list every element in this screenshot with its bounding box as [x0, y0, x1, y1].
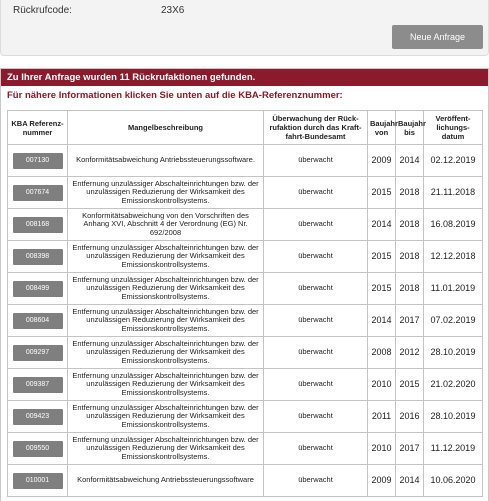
publication-date-cell: 28.10.2019: [424, 401, 483, 433]
year-to-cell: 2017: [396, 305, 424, 337]
year-from-cell: 2008: [368, 337, 396, 369]
description-cell: Entfernung unzulässiger Abschalteinrichtungen bzw. der unzulässigen Reduzierung der Wirksamkeit des Emissionskontrollsystems.: [68, 369, 264, 401]
monitoring-cell: überwacht: [264, 337, 368, 369]
search-panel: [0, 0, 489, 56]
ref-cell: [8, 145, 68, 177]
year-from-cell: 2015: [368, 177, 396, 209]
table-row: [8, 241, 483, 273]
kba-reference-button[interactable]: 008604: [13, 313, 63, 329]
publication-date-cell: 21.11.2018: [424, 177, 483, 209]
monitoring-cell: überwacht: [264, 401, 368, 433]
monitoring-cell: überwacht: [264, 145, 368, 177]
kba-reference-button[interactable]: 009387: [13, 377, 63, 393]
year-from-cell: 2009: [368, 465, 396, 497]
column-header-publication-date: Veröffent-lichungs-datum: [424, 111, 483, 145]
column-header-description: Mangelbeschreibung: [68, 111, 264, 145]
monitoring-cell: überwacht: [264, 209, 368, 241]
description-cell: Konformitätsabweichung von den Vorschriften des Anhang XVI, Abschnitt 4 der Verordnung (EG) Nr. 692/2008: [68, 209, 264, 241]
publication-date-cell: 12.12.2018: [424, 241, 483, 273]
ref-cell: [8, 465, 68, 497]
new-request-button[interactable]: Neue Anfrage: [392, 25, 483, 49]
publication-date-cell: 21.02.2020: [424, 369, 483, 401]
monitoring-cell: überwacht: [264, 241, 368, 273]
kba-reference-button[interactable]: 009297: [13, 345, 63, 361]
monitoring-cell: überwacht: [264, 369, 368, 401]
ref-cell: [8, 305, 68, 337]
table-row: [8, 145, 483, 177]
publication-date-cell: 11.01.2019: [424, 273, 483, 305]
results-panel: [0, 68, 489, 501]
description-cell: Konformitätsabweichung Antriebssteuerungssoftware: [68, 465, 264, 497]
table-row: [8, 305, 483, 337]
table-row: [8, 401, 483, 433]
year-from-cell: 2010: [368, 369, 396, 401]
ref-cell: [8, 241, 68, 273]
table-row: [8, 177, 483, 209]
kba-reference-button[interactable]: 008499: [13, 281, 63, 297]
publication-date-cell: 11.12.2019: [424, 433, 483, 465]
table-row: [8, 465, 483, 497]
table-row: [8, 369, 483, 401]
year-to-cell: 2018: [396, 241, 424, 273]
year-from-cell: 2015: [368, 241, 396, 273]
year-to-cell: 2018: [396, 209, 424, 241]
publication-date-cell: 28.10.2019: [424, 337, 483, 369]
ref-cell: [8, 209, 68, 241]
recall-code-label: Rückrufcode:: [13, 5, 72, 16]
year-to-cell: 2018: [396, 177, 424, 209]
publication-date-cell: 10.06.2020: [424, 465, 483, 497]
description-cell: Entfernung unzulässiger Abschalteinrichtungen bzw. der unzulässigen Reduzierung der Wirksamkeit des Emissionskontrollsystems.: [68, 177, 264, 209]
year-from-cell: 2011: [368, 401, 396, 433]
year-to-cell: 2018: [396, 273, 424, 305]
kba-reference-button[interactable]: 007674: [13, 185, 63, 201]
ref-cell: [8, 337, 68, 369]
year-to-cell: 2015: [396, 369, 424, 401]
ref-cell: [8, 401, 68, 433]
description-cell: Entfernung unzulässiger Abschalteinrichtungen bzw. der unzulässigen Reduzierung der Wirksamkeit des Emissionskontrollsystems.: [68, 433, 264, 465]
table-row: [8, 209, 483, 241]
column-header-monitoring: Überwachung der Rück-rufaktion durch das Kraft-fahrt-Bundesamt: [264, 111, 368, 145]
table-row: [8, 337, 483, 369]
monitoring-cell: überwacht: [264, 273, 368, 305]
kba-reference-button[interactable]: 008168: [13, 217, 63, 233]
kba-reference-button[interactable]: 010001: [13, 473, 63, 489]
year-to-cell: 2017: [396, 433, 424, 465]
year-to-cell: 2014: [396, 465, 424, 497]
year-to-cell: 2016: [396, 401, 424, 433]
year-from-cell: 2009: [368, 145, 396, 177]
description-cell: Entfernung unzulässiger Abschalteinrichtungen bzw. der unzulässigen Reduzierung der Wirksamkeit des Emissionskontrollsystems.: [68, 401, 264, 433]
recall-code-value: 23X6: [161, 5, 185, 16]
kba-reference-button[interactable]: 009550: [13, 441, 63, 457]
description-cell: Entfernung unzulässiger Abschalteinrichtungen bzw. der unzulässigen Reduzierung der Wirksamkeit des Emissionskontrollsystems.: [68, 305, 264, 337]
kba-reference-button[interactable]: 007130: [13, 153, 63, 169]
kba-reference-button[interactable]: 009423: [13, 409, 63, 425]
ref-cell: [8, 433, 68, 465]
table-row: [8, 273, 483, 305]
year-from-cell: 2014: [368, 305, 396, 337]
publication-date-cell: 16.08.2019: [424, 209, 483, 241]
table-row: [8, 433, 483, 465]
ref-cell: [8, 369, 68, 401]
monitoring-cell: überwacht: [264, 305, 368, 337]
recall-table: [7, 110, 483, 497]
column-header-year-from: Baujahr von: [368, 111, 396, 145]
year-to-cell: 2014: [396, 145, 424, 177]
description-cell: Entfernung unzulässiger Abschalteinrichtungen bzw. der unzulässigen Reduzierung der Wirksamkeit des Emissionskontrollsystems.: [68, 241, 264, 273]
description-cell: Entfernung unzulässiger Abschalteinrichtungen bzw. der unzulässigen Reduzierung der Wirksamkeit des Emissionskontrollsystems.: [68, 337, 264, 369]
description-cell: Entfernung unzulässiger Abschalteinrichtungen bzw. der unzulässigen Reduzierung der Wirksamkeit des Emissionskontrollsystems.: [68, 273, 264, 305]
ref-cell: [8, 273, 68, 305]
year-from-cell: 2010: [368, 433, 396, 465]
year-from-cell: 2014: [368, 209, 396, 241]
year-to-cell: 2012: [396, 337, 424, 369]
publication-date-cell: 07.02.2019: [424, 305, 483, 337]
table-header-row: [8, 111, 483, 145]
column-header-ref: KBA Referenz-nummer: [8, 111, 68, 145]
kba-reference-button[interactable]: 008398: [13, 249, 63, 265]
monitoring-cell: überwacht: [264, 177, 368, 209]
ref-cell: [8, 177, 68, 209]
results-hint: Für nähere Informationen klicken Sie unten auf die KBA-Referenznummer:: [7, 90, 343, 101]
description-cell: Konformitätsabweichung Antriebssteuerungssoftware.: [68, 145, 264, 177]
monitoring-cell: überwacht: [264, 465, 368, 497]
year-from-cell: 2015: [368, 273, 396, 305]
monitoring-cell: überwacht: [264, 433, 368, 465]
results-count-header: Zu Ihrer Anfrage wurden 11 Rückrufaktionen gefunden.: [1, 69, 488, 86]
column-header-year-to: Baujahr bis: [396, 111, 424, 145]
publication-date-cell: 02.12.2019: [424, 145, 483, 177]
